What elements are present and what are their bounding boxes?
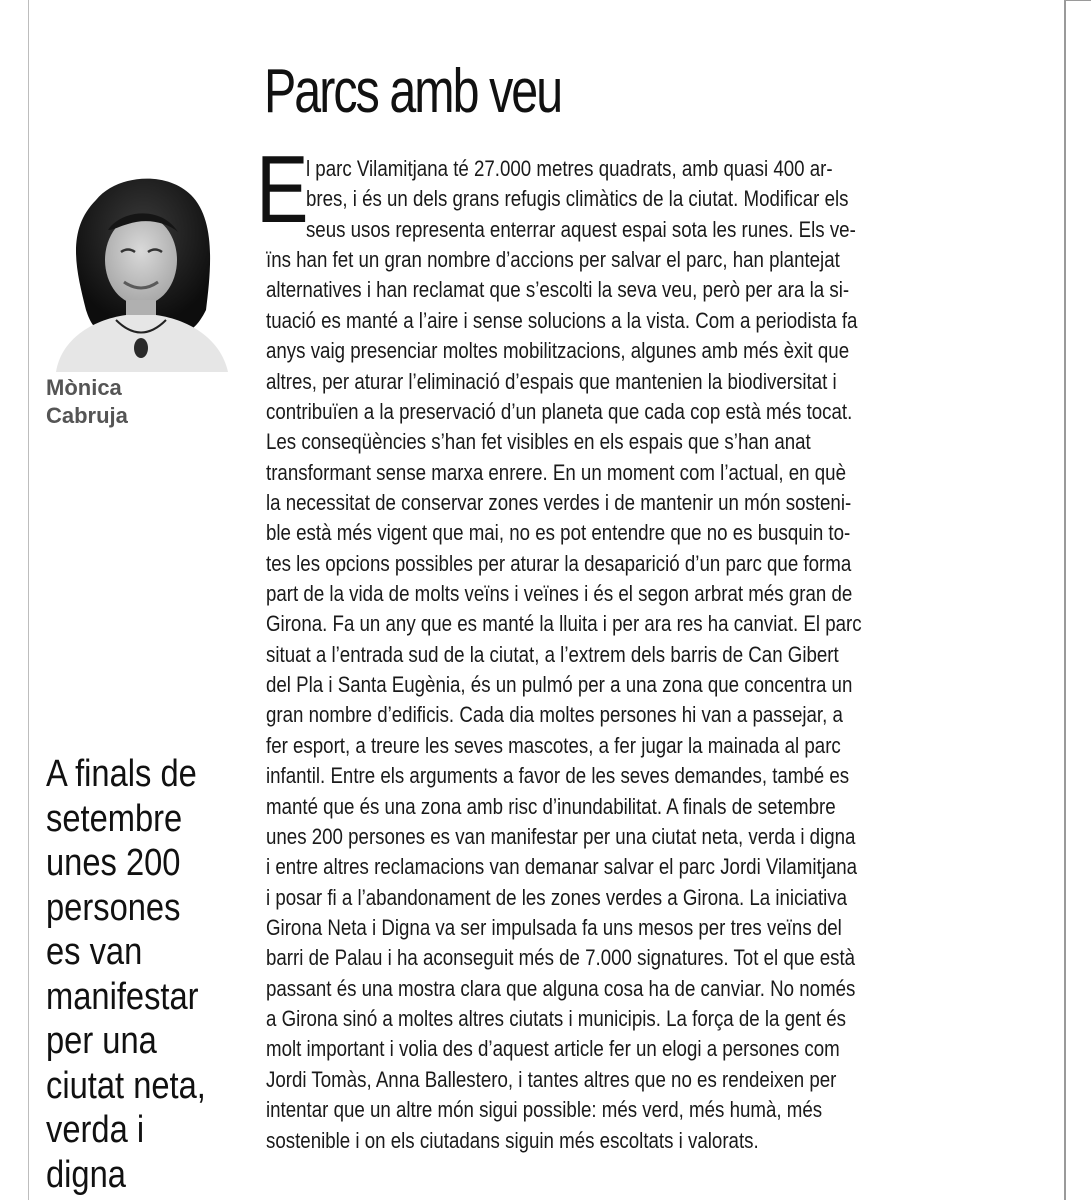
body-line: Girona Neta i Digna va ser impulsada fa uns mesos per tres veïns del [266, 914, 842, 940]
pull-quote-line: ciutat neta, [46, 1064, 206, 1107]
pull-quote-line: es van [46, 931, 143, 973]
pull-quote-line: unes 200 [46, 842, 181, 884]
column-rule-top [1064, 0, 1091, 1]
body-line: tuació es manté a l’aire i sense solucions a la vista. Com a periodista fa [266, 307, 858, 333]
body-line: sostenible i on els ciutadans siguin més escoltats i valorats. [266, 1127, 759, 1153]
pull-quote-line: digna [46, 1153, 126, 1196]
body-line: anys vaig presenciar moltes mobilitzacions, algunes amb més èxit que [266, 338, 850, 364]
body-line: altres, per aturar l’eliminació d’espais que mantenien la biodiversitat i [266, 368, 837, 394]
author-portrait [46, 160, 236, 372]
body-line: passant és una mostra clara que alguna cosa ha de canviar. No només [266, 975, 856, 1001]
pull-quote-line: A finals de [46, 753, 197, 795]
body-line: unes 200 persones es van manifestar per una ciutat neta, verda i digna [266, 823, 856, 849]
body-line: part de la vida de molts veïns i veïnes i és el segon arbrat més gran de [266, 581, 853, 607]
body-line: intentar que un altre món sigui possible: més verd, més humà, més [266, 1097, 823, 1123]
article-headline: Parcs amb veu [264, 57, 562, 126]
body-line: manté que és una zona amb risc d’inundabilitat. A finals de setembre [266, 793, 836, 819]
body-line: gran nombre d’edificis. Cada dia moltes persones hi van a passejar, a [266, 702, 843, 728]
body-line: tes les opcions possibles per aturar la desaparició d’un parc que forma [266, 550, 852, 576]
body-line: molt important i volia des d’aquest article fer un elogi a persones com [266, 1036, 840, 1062]
body-line: bres, i és un dels grans refugis climàtics de la ciutat. Modificar els [305, 186, 849, 212]
body-line: i entre altres reclamacions van demanar salvar el parc Jordi Vilamitjana [266, 854, 858, 880]
body-line: fer esport, a treure les seves mascotes, a fer jugar la mainada al parc [266, 732, 841, 758]
pull-quote-line: persones [46, 886, 181, 929]
pull-quote-line: manifestar [46, 975, 199, 1018]
pull-quote-line: setembre [46, 797, 183, 840]
body-line: del Pla i Santa Eugènia, és un pulmó per a una zona que concentra un [266, 672, 853, 698]
author-first-name: Mònica [46, 375, 122, 400]
body-line: i posar fi a l’abandonament de les zones verdes a Girona. La iniciativa [266, 884, 848, 910]
body-line: situat a l’entrada sud de la ciutat, a l’extrem dels barris de Can Gibert [266, 641, 839, 667]
body-line: l parc Vilamitjana té 27.000 metres quadrats, amb quasi 400 ar- [305, 156, 833, 181]
body-line: infantil. Entre els arguments a favor de les seves demandes, també es [266, 763, 850, 789]
body-line: la necessitat de conservar zones verdes i de mantenir un món sosteni- [266, 489, 852, 515]
pull-quote [46, 752, 252, 1197]
body-line: Girona. Fa un any que es manté la lluita i per ara res ha canviat. El parc [266, 611, 862, 637]
column-rule-right [1064, 0, 1066, 1200]
author-name [46, 374, 128, 430]
pull-quote-line: per una [46, 1020, 157, 1062]
pull-quote-line: verda i [46, 1109, 145, 1151]
body-line: barri de Palau i ha aconseguit més de 7.000 signatures. Tot el que està [266, 945, 856, 971]
body-line: seus usos representa enterrar aquest espai sota les runes. Els ve- [305, 216, 856, 242]
body-line: a Girona sinó a moltes altres ciutats i municipis. La força de la gent és [266, 1006, 846, 1032]
body-line: transformant sense marxa enrere. En un moment com l’actual, en què [266, 459, 846, 485]
body-line: ble està més vigent que mai, no es pot entendre que no es busquin to- [266, 520, 851, 546]
body-line: ïns han fet un gran nombre d’accions per salvar el parc, han plantejat [266, 247, 840, 273]
body-line: alternatives i han reclamat que s’escolti la seva veu, però per ara la si- [266, 277, 850, 303]
drop-cap: E [256, 136, 309, 243]
body-line: Les conseqüències s’han fet visibles en els espais que s’han anat [266, 429, 811, 455]
author-last-name: Cabruja [46, 403, 128, 428]
article-body [266, 154, 929, 1156]
body-line: contribuïen a la preservació d’un planeta que cada cop està més tocat. [266, 398, 853, 424]
column-rule-left [28, 0, 29, 1200]
body-line: Jordi Tomàs, Anna Ballestero, i tantes altres que no es rendeixen per [266, 1066, 837, 1092]
